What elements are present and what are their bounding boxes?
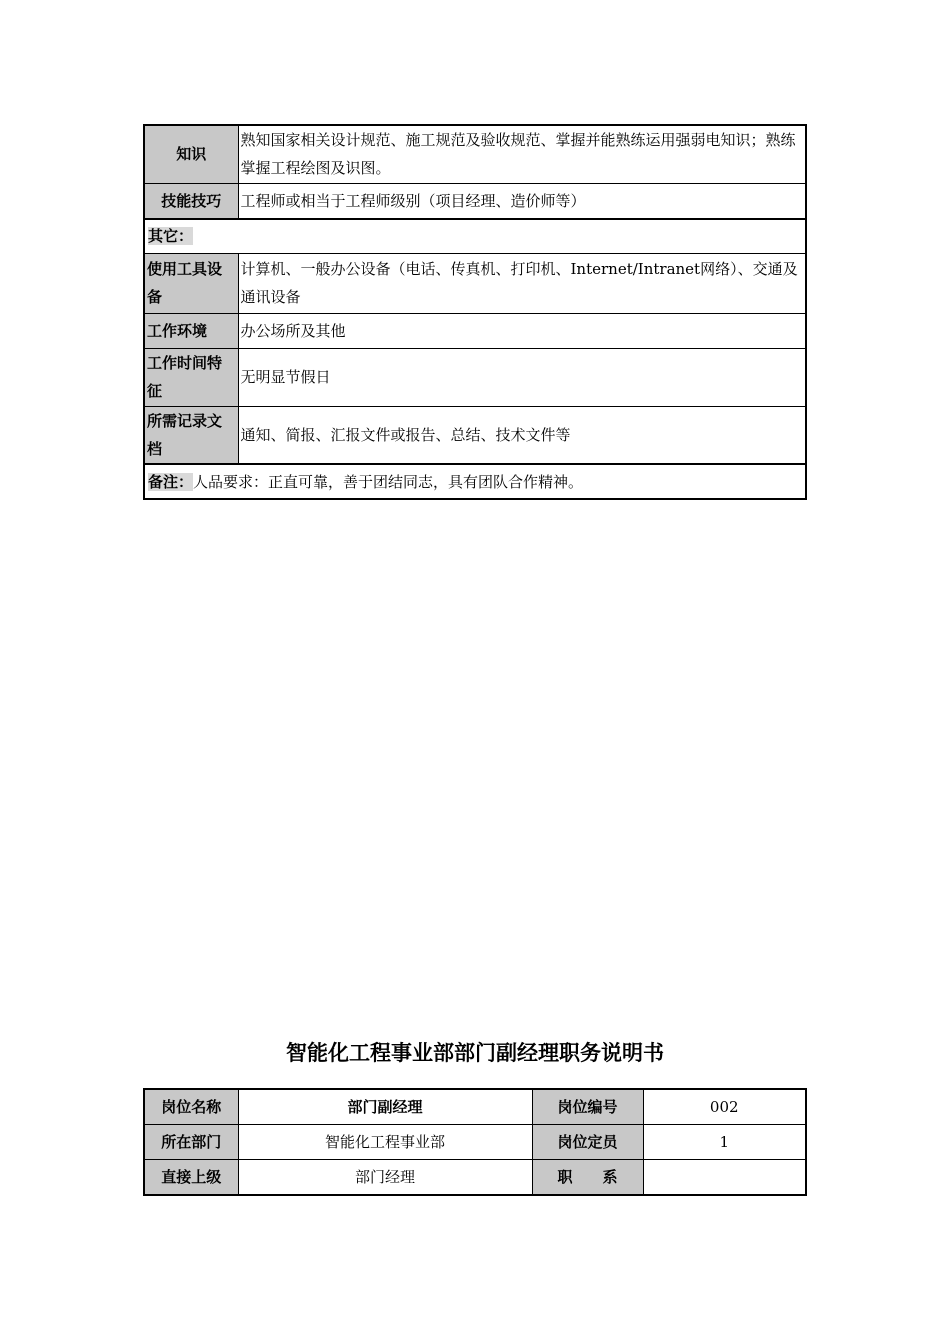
other-label: 其它： bbox=[148, 227, 194, 246]
knowledge-value: 熟知国家相关设计规范、施工规范及验收规范、掌握并能熟练运用强弱电知识；熟练掌握工程绘图及识图。 bbox=[238, 125, 806, 183]
skills-label: 技能技巧 bbox=[144, 183, 238, 219]
environment-value: 办公场所及其他 bbox=[238, 313, 806, 348]
position-code-label: 岗位编号 bbox=[532, 1089, 643, 1125]
position-code-value: 002 bbox=[643, 1089, 806, 1125]
headcount-label: 岗位定员 bbox=[532, 1125, 643, 1160]
department-label: 所在部门 bbox=[144, 1125, 238, 1160]
department-value: 智能化工程事业部 bbox=[238, 1125, 532, 1160]
superior-label: 直接上级 bbox=[144, 1160, 238, 1196]
document-title: 智能化工程事业部部门副经理职务说明书 bbox=[286, 1041, 664, 1065]
position-info-table bbox=[143, 1088, 807, 1196]
position-name-value: 部门副经理 bbox=[238, 1089, 532, 1125]
work-time-label: 工作时间特征 bbox=[144, 348, 238, 406]
tools-label: 使用工具设备 bbox=[144, 253, 238, 313]
environment-label: 工作环境 bbox=[144, 313, 238, 348]
remark-row bbox=[144, 464, 806, 499]
remark-label: 备注： bbox=[148, 472, 194, 491]
records-value: 通知、简报、汇报文件或报告、总结、技术文件等 bbox=[238, 406, 806, 464]
job-family-label: 职 系 bbox=[532, 1160, 643, 1196]
work-time-value: 无明显节假日 bbox=[238, 348, 806, 406]
job-requirements-table bbox=[143, 124, 807, 500]
knowledge-label: 知识 bbox=[144, 125, 238, 183]
headcount-value: 1 bbox=[643, 1125, 806, 1160]
records-label: 所需记录文档 bbox=[144, 406, 238, 464]
remark-value: 人品要求：正直可靠，善于团结同志，具有团队合作精神。 bbox=[193, 472, 584, 491]
other-row bbox=[144, 219, 806, 253]
job-family-value bbox=[643, 1160, 806, 1196]
skills-value: 工程师或相当于工程师级别（项目经理、造价师等） bbox=[238, 183, 806, 219]
tools-value: 计算机、一般办公设备（电话、传真机、打印机、Internet/Intranet网络）、交通及通讯设备 bbox=[238, 253, 806, 313]
superior-value: 部门经理 bbox=[238, 1160, 532, 1196]
position-name-label: 岗位名称 bbox=[144, 1089, 238, 1125]
